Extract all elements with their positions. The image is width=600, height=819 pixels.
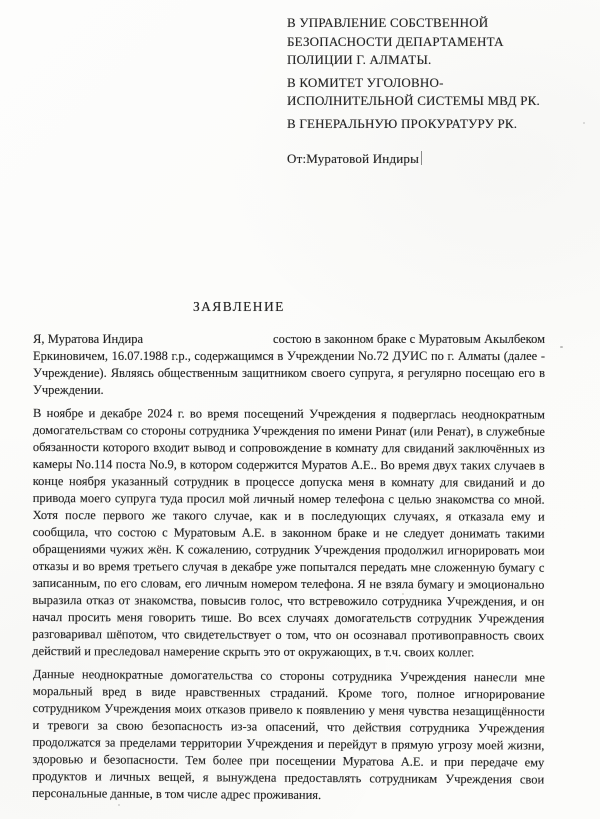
scan-noise-speck bbox=[560, 346, 563, 348]
from-line bbox=[287, 150, 550, 169]
recipient-penal-committee: В КОМИТЕТ УГОЛОВНО-ИСПОЛНИТЕЛЬНОЙ СИСТЕМЫ МВД РК. bbox=[287, 74, 540, 108]
document-body bbox=[33, 298, 545, 802]
document-title: ЗАЯВЛЕНИЕ bbox=[193, 298, 285, 314]
paragraph-marriage-intro bbox=[33, 331, 545, 399]
p1-intro: Я, Муратова Индира bbox=[33, 331, 144, 346]
from-line-text: От:Муратовой Индиры bbox=[287, 151, 420, 166]
scan-noise-speck bbox=[118, 804, 120, 806]
scan-noise-speck bbox=[583, 122, 585, 124]
paragraph-harassment-description: В ноябре и декабре 2024 г. во время посещений Учреждения я подверглась неоднократным домогательствам со стороны сотрудника Учреждения по имени Ринат (или Ренат), в служебные обязанности которого входит вывод и сопровождение в комнату для свиданий заключённых из камеры No.114 поста No.9, в котором содержится Муратов А.Е.. Во время двух таких случаев в конце ноября указанный сотрудник в процессе допуска меня в комнату для свиданий и до привода моего супруга туда просил мой личный номер телефона с целью знакомства со мной. Хотя после первого же такого случае, как и в последующих случаях, я отказала ему и сообщила, что состою с Муратовым А.Е. в законном браке и не следует донимать такими обращениями чужих жён. К сожалению, сотрудник Учреждения продолжил игнорировать мои отказы и во время третьего случая в декабре уже попытался передать мне сложенную бумагу с записанным, по его словам, его личным номером телефона. Я не взяла бумагу и эмоционально выразила отказ от знакомства, повысив голос, что встревожило сотрудника Учреждения, и он начал просить меня говорить тише. Во всех случаях домогательств сотрудник Учреждения разговаривал шёпотом, что свидетельствует о том, что он осознавал противоправность своих действий и преследовал намерение скрыть это от окружающих, в т.ч. своих коллег. bbox=[32, 405, 545, 659]
p1-blank-gap bbox=[143, 342, 273, 343]
paragraph-moral-harm: Данные неоднократные домогательства со стороны сотрудника Учреждения нанесли мне моральный вред в виде нравственных страданий. Кроме того, полное игнорирование сотрудником Учреждения моих отказов привело к появлению у меня чувства незащищённости и тревоги за свою безопасность из-за опасений, что действия сотрудника Учреждения продолжатся за пределами территории Учреждения и перейдут в прямую угрозу моей жизни, здоровью и безопасности. Тем более при посещении Муратова А.Е. и при передаче ему продуктов и личных вещей, я вынуждена предоставлять сотрудникам Учреждения свои персональные данные, в том числе адрес проживания. bbox=[32, 666, 545, 802]
recipient-police-department: В УПРАВЛЕНИЕ СОБСТВЕННОЙ БЕЗОПАСНОСТИ ДЕПАРТАМЕНТА ПОЛИЦИИ Г. АЛМАТЫ. bbox=[287, 15, 504, 67]
p1-body: состою в законном браке с Муратовым Акылбеком Еркиновичем, 16.07.1988 г.р., содержащимся в Учреждении No.72 ДУИС по г. Алматы (далее - Учреждение). Являясь общественным защитником своего супруга, я регулярно посещаю его в Учреждении. bbox=[33, 331, 545, 397]
text-cursor bbox=[421, 151, 422, 165]
recipient-general-prosecutor: В ГЕНЕРАЛЬНУЮ ПРОКУРАТУРУ РК. bbox=[287, 115, 518, 131]
addressee-header bbox=[287, 14, 550, 169]
